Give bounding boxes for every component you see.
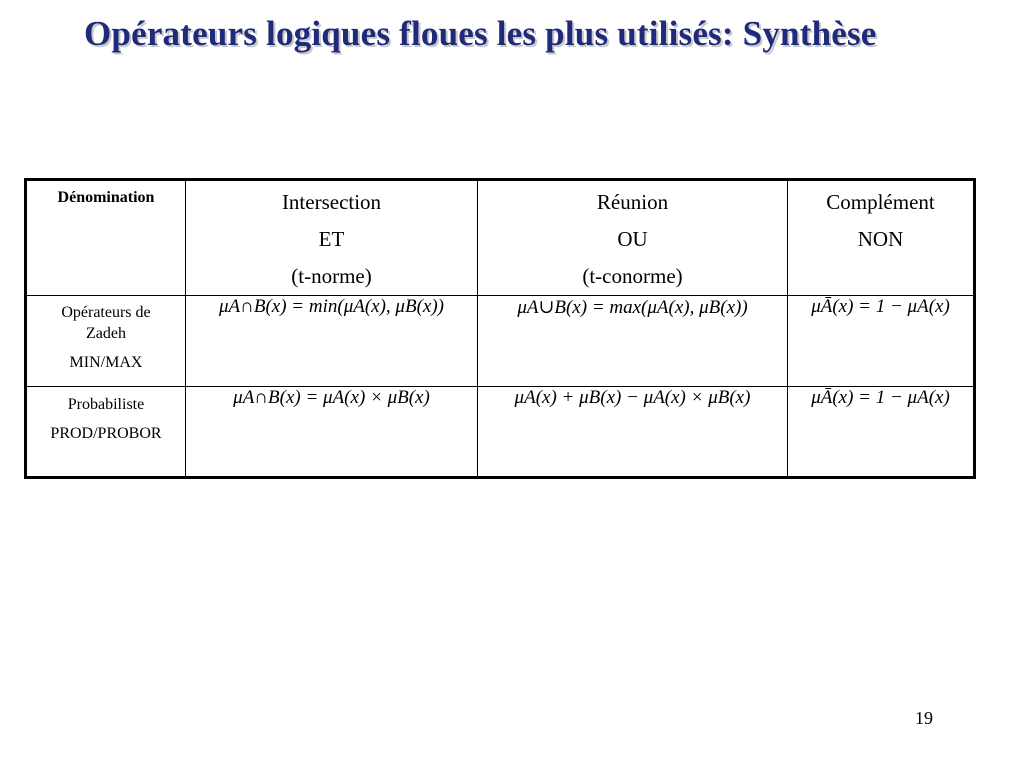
formula-text: μA∪B(x) = max(μA(x), μB(x)) [517,297,748,318]
prob-intersection-formula [186,387,478,478]
row-label-zadeh [26,296,186,387]
page-number: 19 [915,708,933,728]
intersection-tnorm: (t-norme) [291,264,372,288]
row-label-line: Probabiliste [67,396,145,413]
formula-text: μĀ(x) = 1 − μA(x) [811,387,950,408]
zadeh-complement-formula [788,296,975,387]
complement-non: NON [857,227,904,251]
table-row-probabiliste [26,387,975,478]
intersection-et: ET [318,227,345,251]
synthesis-table [24,178,976,479]
intersection-header [186,180,478,296]
complement-header [788,180,975,296]
formula-text: μA∩B(x) = μA(x) × μB(x) [233,387,430,408]
table-row-zadeh [26,296,975,387]
table-header-row [26,180,975,296]
union-header [478,180,788,296]
formula-text: μA(x) + μB(x) − μA(x) × μB(x) [514,387,751,408]
union-tconorm: (t-conorme) [582,264,683,288]
union-title: Réunion [596,190,669,214]
row-label-line: Opérateurs de [61,304,151,321]
zadeh-intersection-formula [186,296,478,387]
union-ou: OU [617,227,648,251]
denomination-header [26,180,186,296]
formula-text: μĀ(x) = 1 − μA(x) [811,296,950,317]
prob-complement-formula [788,387,975,478]
row-label-line: Zadeh [86,325,126,342]
formula-text: μA∩B(x) = min(μA(x), μB(x)) [219,296,444,317]
row-label-line: MIN/MAX [69,354,143,371]
slide-title: Opérateurs logiques floues les plus utilisés: Synthèse [84,14,877,53]
prob-union-formula [478,387,788,478]
row-label-probabiliste [26,387,186,478]
complement-title: Complément [826,190,935,214]
row-label-line: PROD/PROBOR [50,425,162,442]
denomination-label: Dénomination [57,189,155,206]
intersection-title: Intersection [281,190,382,214]
zadeh-union-formula [478,296,788,387]
